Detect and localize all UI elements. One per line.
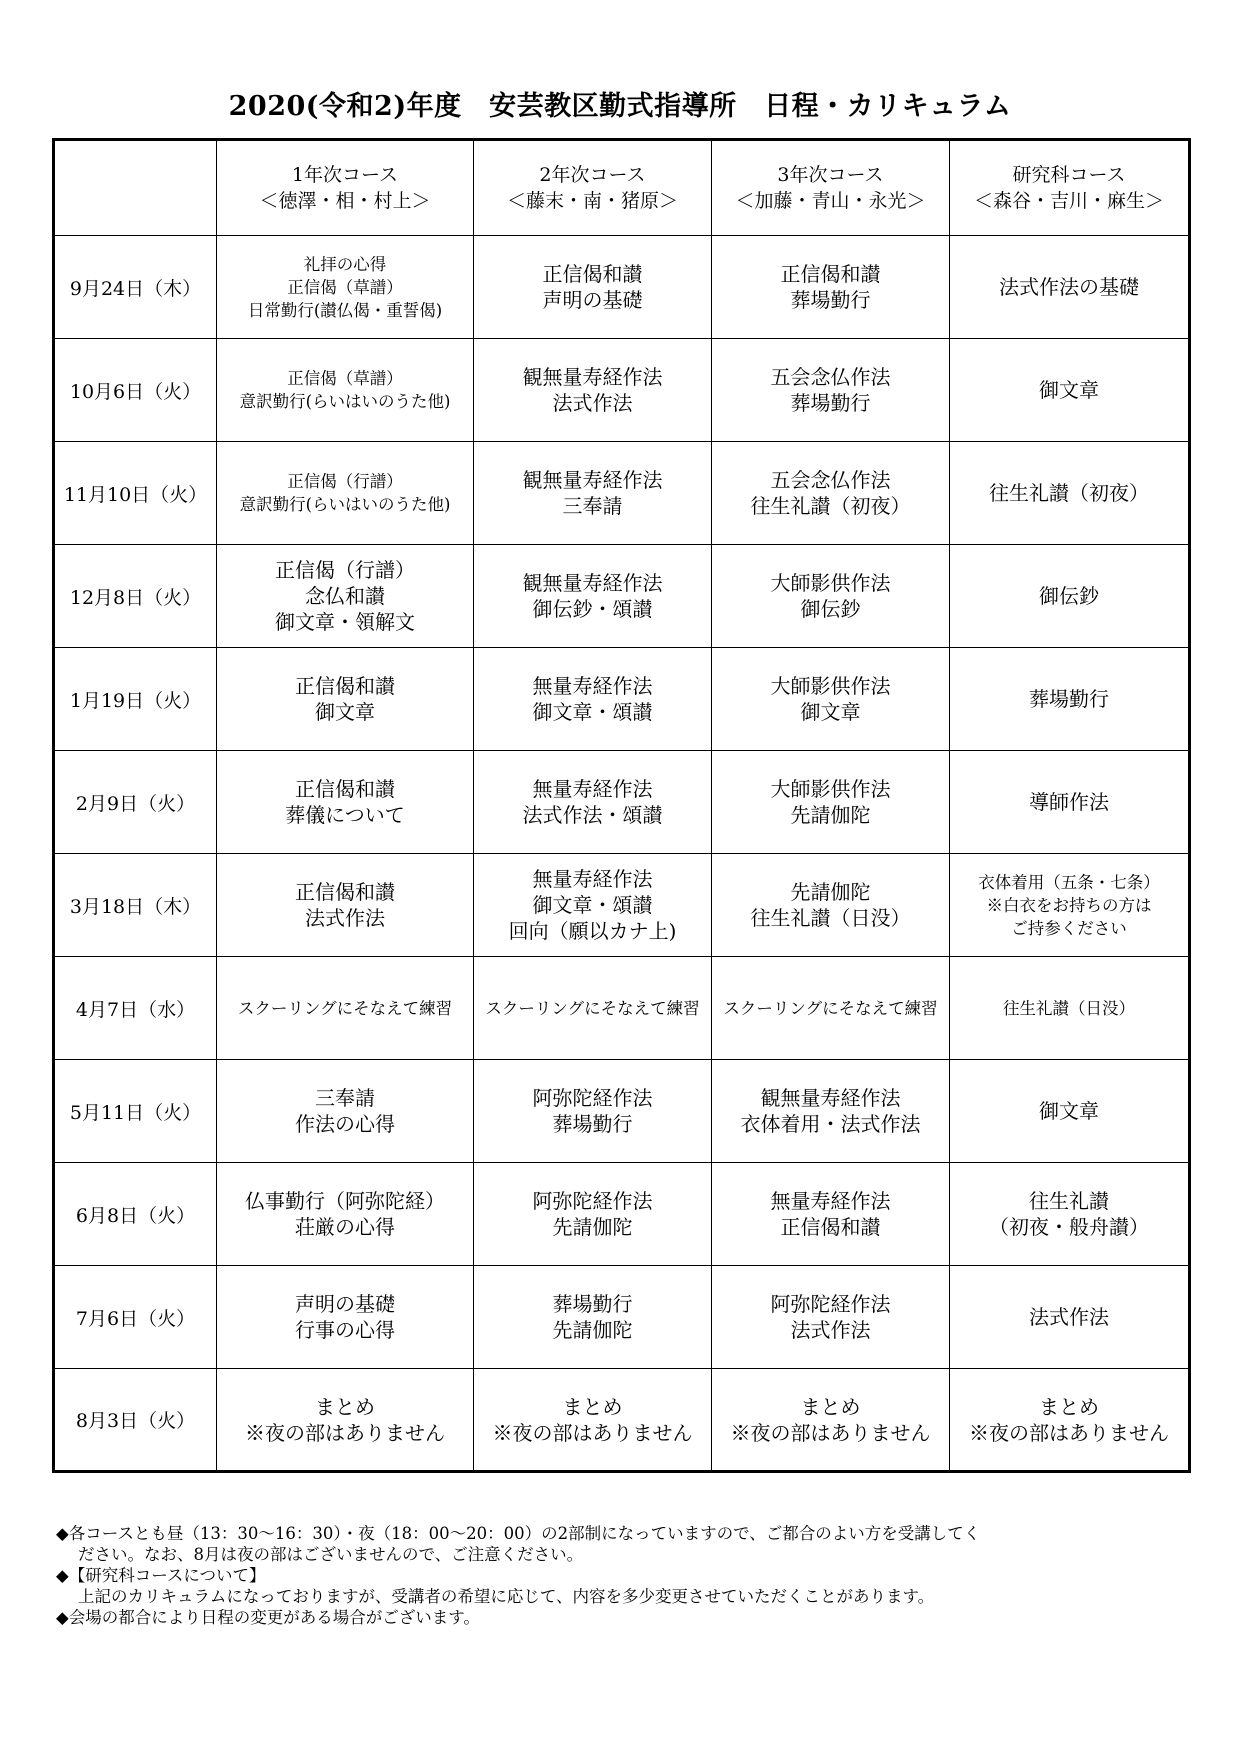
curriculum-item: 御文章 (1039, 1099, 1099, 1123)
curriculum-item: スクーリングにそなえて練習 (485, 998, 700, 1018)
date-cell: 5月11日（火） (54, 1060, 217, 1163)
curriculum-item: 導師作法 (1029, 790, 1109, 814)
curriculum-item: 御文章 (315, 700, 375, 724)
curriculum-cell (217, 236, 474, 339)
curriculum-cell (474, 1266, 712, 1369)
date-cell: 10月6日（火） (54, 339, 217, 442)
curriculum-item: 行事の心得 (295, 1318, 395, 1342)
curriculum-cell (474, 854, 712, 957)
date-cell: 6月8日（火） (54, 1163, 217, 1266)
course-header-1 (217, 140, 474, 236)
schedule-row (54, 1060, 1190, 1163)
curriculum-item: 衣体着用・法式作法 (740, 1112, 921, 1136)
curriculum-item: 回向（願以カナ上) (508, 919, 677, 943)
curriculum-item: 意訳勤行(らいはいのうた他) (239, 495, 451, 514)
curriculum-item: まとめ (800, 1394, 861, 1419)
curriculum-cell (950, 339, 1190, 442)
course-name: 研究科コース (1012, 164, 1126, 186)
course-header-3 (712, 140, 950, 236)
page-title: 2020(令和2)年度 安芸教区勤式指導所 日程・カリキュラム (228, 91, 1012, 122)
curriculum-cell (712, 957, 950, 1060)
curriculum-item: ※夜の部はありません (730, 1420, 931, 1445)
curriculum-item: 阿弥陀経作法 (532, 1189, 653, 1213)
curriculum-item: 作法の心得 (295, 1112, 395, 1136)
curriculum-item: 御文章 (1039, 378, 1099, 402)
curriculum-item: 意訳勤行(らいはいのうた他) (239, 392, 451, 411)
curriculum-item: 往生礼讃（初夜） (750, 494, 911, 518)
curriculum-cell (217, 751, 474, 854)
curriculum-item: 大師影供作法 (770, 674, 891, 698)
curriculum-cell (474, 339, 712, 442)
curriculum-item: 観無量寿経作法 (522, 571, 663, 595)
curriculum-item: ご持参ください (1011, 918, 1127, 938)
curriculum-item: 声明の基礎 (295, 1292, 395, 1316)
header-corner-cell (54, 140, 217, 236)
curriculum-cell (474, 648, 712, 751)
date-cell: 4月7日（水） (54, 957, 217, 1060)
curriculum-cell (950, 957, 1190, 1060)
curriculum-item: 御文章・頌讃 (532, 893, 653, 917)
curriculum-item: スクーリングにそなえて練習 (723, 998, 938, 1018)
curriculum-item: ※夜の部はありません (245, 1420, 445, 1445)
curriculum-item: 往生礼讃 (1029, 1189, 1109, 1213)
schedule-row (54, 545, 1190, 648)
curriculum-item: 御伝鈔・頌讃 (532, 597, 653, 621)
curriculum-item: まとめ (562, 1394, 623, 1419)
date-cell: 7月6日（火） (54, 1266, 217, 1369)
curriculum-cell (712, 442, 950, 545)
curriculum-cell (712, 1163, 950, 1266)
curriculum-item: スクーリングにそなえて練習 (237, 998, 453, 1018)
curriculum-cell (474, 442, 712, 545)
curriculum-cell (712, 545, 950, 648)
curriculum-item: 無量寿経作法 (532, 867, 653, 891)
curriculum-cell (712, 339, 950, 442)
curriculum-item: 日常勤行(讃仏偈・重誓偈) (247, 300, 443, 320)
course-teachers: ＜藤末・南・猪原＞ (506, 190, 678, 212)
curriculum-cell (712, 854, 950, 957)
curriculum-item: 先請伽陀 (552, 1318, 633, 1342)
curriculum-cell (474, 236, 712, 339)
curriculum-cell (950, 236, 1190, 339)
date-cell: 3月18日（木） (54, 854, 217, 957)
note-line: 上記のカリキュラムになっておりますが、受講者の希望に応じて、内容を多少変更させていただくことがあります。 (78, 1587, 935, 1606)
course-name: 2年次コース (539, 164, 646, 186)
curriculum-cell (950, 1163, 1190, 1266)
curriculum-item: 礼拝の心得 (303, 254, 387, 274)
note-line: ◆【研究科コースについて】 (56, 1566, 266, 1585)
curriculum-cell (474, 545, 712, 648)
curriculum-item: 法式作法 (305, 906, 385, 930)
curriculum-item: 念仏和讃 (305, 584, 385, 608)
schedule-row (54, 751, 1190, 854)
curriculum-item: 先請伽陀 (552, 1215, 633, 1239)
curriculum-item: 法式作法 (1029, 1305, 1109, 1329)
curriculum-cell (950, 1060, 1190, 1163)
schedule-table (52, 138, 1191, 1473)
curriculum-item: 葬場勤行 (790, 391, 871, 415)
curriculum-item: 往生礼讃（日没） (1003, 998, 1135, 1018)
curriculum-cell (950, 1369, 1190, 1472)
curriculum-item: 法式作法・頌讃 (522, 803, 663, 827)
curriculum-cell (712, 1060, 950, 1163)
curriculum-cell (950, 1266, 1190, 1369)
curriculum-item: 観無量寿経作法 (522, 468, 663, 492)
schedule-row (54, 339, 1190, 442)
curriculum-item: 往生礼讃（日没） (750, 906, 911, 930)
curriculum-item: 阿弥陀経作法 (770, 1292, 891, 1316)
curriculum-cell (217, 1163, 474, 1266)
curriculum-item: 先請伽陀 (790, 803, 871, 827)
curriculum-item: 声明の基礎 (542, 288, 643, 312)
curriculum-cell (474, 1369, 712, 1472)
date-cell: 12月8日（火） (54, 545, 217, 648)
curriculum-item: ※白衣をお持ちの方は (986, 895, 1152, 915)
curriculum-cell (474, 957, 712, 1060)
curriculum-item: 三奉請 (315, 1086, 375, 1110)
curriculum-cell (217, 1369, 474, 1472)
curriculum-item: 衣体着用（五条・七条） (978, 872, 1160, 892)
curriculum-item: 葬場勤行 (790, 288, 871, 312)
curriculum-item: まとめ (1039, 1394, 1099, 1419)
curriculum-cell (950, 648, 1190, 751)
curriculum-cell (217, 442, 474, 545)
course-name: 1年次コース (291, 164, 399, 186)
header-row (54, 140, 1190, 236)
curriculum-item: 御文章・頌讃 (532, 700, 653, 724)
curriculum-item: 五会念仏作法 (770, 468, 891, 492)
curriculum-item: 無量寿経作法 (770, 1189, 891, 1213)
curriculum-item: 往生礼讃（初夜） (989, 481, 1149, 505)
curriculum-cell (950, 545, 1190, 648)
curriculum-item: ※夜の部はありません (969, 1420, 1169, 1445)
curriculum-cell (217, 1060, 474, 1163)
curriculum-item: 正信偈和讃 (780, 262, 881, 286)
curriculum-cell (474, 1060, 712, 1163)
curriculum-item: 正信偈和讃 (295, 880, 395, 904)
curriculum-cell (217, 1266, 474, 1369)
curriculum-item: 葬儀について (285, 803, 405, 827)
note-line: ◆会場の都合により日程の変更がある場合がございます。 (56, 1608, 480, 1627)
curriculum-item: 法式作法 (790, 1318, 871, 1342)
curriculum-item: 正信偈（行譜） (275, 558, 415, 582)
curriculum-item: 葬場勤行 (1029, 687, 1109, 711)
curriculum-item: 正信偈（行譜） (287, 472, 403, 491)
schedule-row (54, 854, 1190, 957)
curriculum-item: 観無量寿経作法 (522, 365, 663, 389)
curriculum-item: （初夜・般舟讃） (989, 1215, 1149, 1239)
date-cell: 9月24日（木） (54, 236, 217, 339)
curriculum-cell (712, 236, 950, 339)
curriculum-item: 正信偈和讃 (780, 1215, 881, 1239)
course-teachers: ＜徳澤・相・村上＞ (259, 190, 431, 212)
curriculum-item: 阿弥陀経作法 (532, 1086, 653, 1110)
curriculum-item: 葬場勤行 (552, 1292, 633, 1316)
schedule-row (54, 1163, 1190, 1266)
curriculum-item: 正信偈和讃 (295, 674, 395, 698)
course-teachers: ＜森谷・吉川・麻生＞ (973, 190, 1164, 212)
course-teachers: ＜加藤・青山・永光＞ (735, 190, 926, 212)
schedule-row (54, 1369, 1190, 1472)
curriculum-item: 五会念仏作法 (770, 365, 891, 389)
schedule-row (54, 236, 1190, 339)
curriculum-item: 御文章・領解文 (275, 610, 415, 634)
course-header-research (950, 140, 1190, 236)
curriculum-item: 葬場勤行 (552, 1112, 633, 1136)
curriculum-cell (712, 751, 950, 854)
curriculum-cell (712, 1266, 950, 1369)
schedule-row (54, 957, 1190, 1060)
curriculum-item: 法式作法の基礎 (999, 275, 1139, 299)
course-name: 3年次コース (777, 164, 884, 186)
note-line: ◆各コースとも昼（13：30～16：30）・夜（18：00～20：00）の2部制になっていますので、ご都合のよい方を受講してく (56, 1524, 981, 1543)
curriculum-cell (217, 854, 474, 957)
schedule-row (54, 442, 1190, 545)
date-cell: 11月10日（火） (54, 442, 217, 545)
curriculum-cell (217, 957, 474, 1060)
schedule-row (54, 648, 1190, 751)
curriculum-item: 正信偈和讃 (295, 777, 395, 801)
curriculum-item: 正信偈（草譜） (287, 277, 403, 297)
schedule-row (54, 1266, 1190, 1369)
curriculum-cell (217, 339, 474, 442)
curriculum-cell (712, 1369, 950, 1472)
curriculum-item: 御文章 (800, 700, 861, 724)
curriculum-item: ※夜の部はありません (492, 1420, 693, 1445)
date-cell: 8月3日（火） (54, 1369, 217, 1472)
curriculum-item: 法式作法 (552, 391, 633, 415)
note-line: ださい。なお、8月は夜の部はございませんので、ご注意ください。 (78, 1545, 584, 1564)
curriculum-item: まとめ (315, 1394, 375, 1419)
curriculum-item: 御伝鈔 (800, 597, 861, 621)
curriculum-item: 観無量寿経作法 (760, 1086, 901, 1110)
date-cell: 2月9日（火） (54, 751, 217, 854)
curriculum-cell (950, 751, 1190, 854)
curriculum-item: 正信偈和讃 (542, 262, 643, 286)
notes-section (56, 1523, 1186, 1628)
curriculum-item: 無量寿経作法 (532, 777, 653, 801)
curriculum-item: 仏事勤行（阿弥陀経） (245, 1189, 445, 1213)
date-cell: 1月19日（火） (54, 648, 217, 751)
curriculum-item: 大師影供作法 (770, 777, 891, 801)
curriculum-item: 御伝鈔 (1039, 584, 1099, 608)
curriculum-cell (474, 1163, 712, 1266)
curriculum-item: 正信偈（草譜） (287, 369, 403, 388)
curriculum-cell (217, 648, 474, 751)
curriculum-cell (217, 545, 474, 648)
curriculum-cell (712, 648, 950, 751)
course-header-2 (474, 140, 712, 236)
curriculum-cell (474, 751, 712, 854)
curriculum-item: 大師影供作法 (770, 571, 891, 595)
curriculum-cell (950, 442, 1190, 545)
curriculum-cell (950, 854, 1190, 957)
curriculum-item: 無量寿経作法 (532, 674, 653, 698)
curriculum-item: 三奉請 (562, 494, 623, 518)
curriculum-item: 荘厳の心得 (295, 1215, 395, 1239)
curriculum-item: 先請伽陀 (790, 880, 871, 904)
